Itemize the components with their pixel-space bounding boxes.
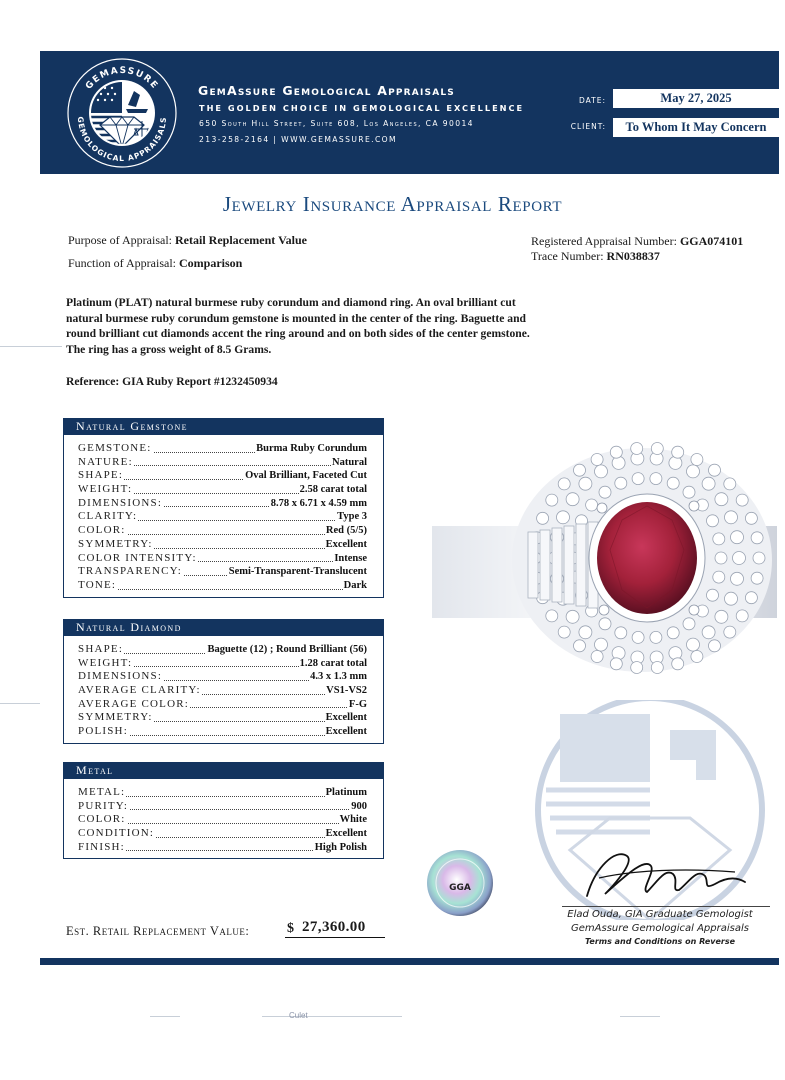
halo-diamond (615, 627, 627, 639)
reg-value: GGA074101 (679, 234, 744, 248)
gemstone-row-value: Red (5/5) (325, 525, 367, 537)
gemstone-row-value: Natural (332, 456, 367, 468)
metal-row (64, 813, 383, 827)
metal-row-label: FINISH: (78, 840, 125, 853)
registered-appraisal-number (531, 234, 743, 249)
diamond-row (64, 711, 383, 725)
halo-diamond (667, 627, 679, 639)
gemstone-row-value: Burma Ruby Corundum (256, 443, 367, 454)
halo-diamond (566, 493, 579, 506)
gemstone-row (64, 497, 383, 511)
report-title: Jewelry Insurance Appraisal Report (222, 192, 563, 216)
gemstone-row-label: DIMENSIONS: (78, 496, 163, 509)
gemstone-panel-heading: Natural Gemstone (64, 418, 383, 435)
metal-row-value: Excellent (325, 828, 367, 840)
diamond-row-label: AVERAGE CLARITY: (78, 684, 201, 697)
diamond-row (64, 657, 383, 671)
seal-text-top: GEMASSURE (84, 65, 160, 92)
gemstone-row-label: TONE: (78, 578, 117, 591)
culet-label: Culet (289, 1011, 308, 1020)
diamond-row (64, 684, 383, 698)
signature-company: GemAssure Gemological Appraisals (571, 923, 749, 934)
halo-diamond (751, 532, 763, 544)
halo-diamond (669, 647, 682, 660)
halo-diamond (651, 443, 663, 455)
halo-diamond (631, 443, 643, 455)
gemstone-row (64, 469, 383, 483)
halo-diamond (751, 572, 763, 584)
halo-diamond (683, 486, 695, 498)
halo-diamond (725, 511, 738, 524)
halo-diamond (586, 499, 598, 511)
gemstone-row-value: Intense (334, 552, 367, 564)
gemstone-row (64, 442, 383, 456)
seal-text-bottom: GEMOLOGICAL APPRAISALS (75, 116, 169, 164)
gemstone-row (64, 510, 383, 524)
halo-diamond (691, 454, 703, 466)
item-description: Platinum (PLAT) natural burmese ruby corundum and diamond ring. An oval brilliant cut natural burmese ruby corundum gemstone is mounted in the center of the ring. Baguette and round brilliant cut diamonds accent the ring around and on both sides of the center gemstone. The ring has a gross weight of 8.5 Grams. (66, 296, 530, 356)
diamond-row-value: Baguette (12) ; Round Brilliant (56) (207, 644, 367, 655)
diamond-row-value: VS1-VS2 (326, 685, 367, 697)
halo-diamond (733, 552, 746, 565)
halo-diamond (736, 610, 748, 622)
halo-diamond (546, 610, 558, 622)
company-name: GemAssure Gemological Appraisals (198, 83, 455, 98)
gemstone-row-value: 2.58 carat total (299, 484, 367, 496)
diamond-row-value: 4.3 x 1.3 mm (310, 671, 367, 683)
function-of-appraisal (68, 256, 242, 271)
halo-diamond (612, 456, 625, 469)
gemstone-row-label: TRANSPARENCY: (78, 565, 183, 578)
diamond-row-value: 1.28 carat total (299, 657, 367, 669)
metal-row (64, 800, 383, 814)
diamond-row (64, 643, 383, 657)
diamond-row-label: DIMENSIONS: (78, 670, 163, 683)
metal-row-value: Platinum (325, 787, 367, 798)
halo-diamond (574, 464, 586, 476)
gemstone-row (64, 552, 383, 566)
gemstone-row (64, 579, 383, 593)
trace-label: Trace Number: (531, 249, 604, 263)
halo-diamond (651, 662, 663, 674)
gemstone-row-value: Oval Brilliant, Faceted Cut (245, 470, 367, 482)
gemstone-row-value: Semi-Transparent-Translucent (228, 566, 367, 578)
halo-diamond (715, 610, 728, 623)
gemstone-row-value: 8.78 x 6.71 x 4.59 mm (270, 497, 367, 509)
halo-diamond (615, 477, 627, 489)
halo-diamond (731, 572, 744, 585)
date-label: DATE: (578, 96, 606, 105)
hologram-seal (425, 848, 495, 918)
halo-diamond (595, 465, 608, 478)
diamond-panel (63, 619, 384, 744)
gemstone-row (64, 524, 383, 538)
estimate-value: 27,360.00 (302, 919, 366, 935)
trace-number (531, 249, 660, 264)
diamond-row-value: Excellent (325, 712, 367, 724)
gemstone-row-label: NATURE: (78, 455, 133, 468)
halo-diamond (725, 592, 738, 605)
diamond-row-value: F-G (348, 698, 367, 710)
estimate-underline (285, 937, 385, 938)
function-value: Comparison (179, 256, 243, 270)
leader-dots (78, 589, 367, 590)
company-phone-website: 213-258-2164 | WWW.GEMASSURE.COM (199, 135, 397, 144)
halo-diamond (731, 531, 744, 544)
metal-row-label: COLOR: (78, 813, 126, 826)
metal-panel-heading: Metal (64, 762, 383, 779)
halo-diamond (591, 651, 603, 663)
purpose-label: Purpose of Appraisal: (68, 233, 172, 247)
metal-row (64, 786, 383, 800)
halo-diamond (632, 473, 644, 485)
scan-mark-left-mid (0, 703, 40, 704)
gemstone-row-value: Excellent (325, 538, 367, 550)
gemstone-row-label: COLOR: (78, 524, 126, 537)
company-address: 650 South Hill Street, Suite 608, Los Angeles, CA 90014 (199, 119, 474, 128)
hologram-text: GGA (449, 883, 471, 893)
halo-diamond (709, 640, 721, 652)
diamond-row-label: SHAPE: (78, 643, 124, 655)
halo-diamond (707, 515, 719, 527)
halo-diamond (557, 511, 570, 524)
halo-diamond (724, 478, 736, 490)
halo-diamond (650, 473, 662, 485)
halo-diamond (599, 618, 611, 630)
ruby-ring-photo (432, 440, 777, 685)
trace-value: RN038837 (606, 249, 660, 263)
halo-diamond (591, 454, 603, 466)
diamond-row-value: Excellent (325, 726, 367, 738)
gemstone-row-value: Type 3 (337, 511, 367, 523)
metal-row-value: 900 (351, 800, 367, 812)
header-banner (40, 51, 779, 174)
diamond-row-label: AVERAGE COLOR: (78, 697, 190, 710)
halo-diamond (724, 626, 736, 638)
gemstone-row-label: SYMMETRY: (78, 537, 153, 550)
halo-diamond (566, 610, 579, 623)
metal-row-label: METAL: (78, 786, 126, 798)
halo-diamond (574, 640, 586, 652)
halo-diamond (558, 478, 570, 490)
purpose-value: Retail Replacement Value (175, 233, 307, 247)
gemstone-row-value: Dark (343, 579, 367, 591)
diamond-row (64, 670, 383, 684)
halo-diamond (632, 631, 644, 643)
terms-note: Terms and Conditions on Reverse (584, 937, 736, 946)
metal-row-label: PURITY: (78, 799, 129, 812)
gemstone-row (64, 483, 383, 497)
halo-diamond (707, 589, 719, 601)
metal-row-value: High Polish (314, 841, 367, 853)
halo-diamond (546, 494, 558, 506)
metal-row-label: CONDITION: (78, 827, 155, 840)
footer-bar (40, 958, 779, 965)
halo-diamond (715, 493, 728, 506)
halo-diamond (713, 571, 725, 583)
reference-line: Reference: GIA Ruby Report #1232450934 (66, 375, 278, 388)
function-label: Function of Appraisal: (68, 256, 176, 270)
appraiser-signature (575, 838, 750, 908)
halo-diamond (672, 658, 684, 670)
halo-diamond (599, 486, 611, 498)
scan-footer-mark-2 (262, 1016, 402, 1017)
diamond-panel-heading: Natural Diamond (64, 619, 383, 636)
halo-diamond (650, 631, 662, 643)
halo-diamond (702, 477, 715, 490)
scan-mark-left-top (0, 346, 62, 347)
gemstone-row-label: CLARITY: (78, 510, 138, 523)
gemstone-row (64, 565, 383, 579)
halo-diamond (558, 626, 570, 638)
reg-label: Registered Appraisal Number: (531, 234, 677, 248)
diamond-row (64, 725, 383, 739)
estimate-label: Est. Retail Replacement Value: (66, 924, 250, 938)
gemstone-row-label: SHAPE: (78, 469, 124, 482)
halo-diamond (595, 638, 608, 651)
halo-diamond (669, 456, 682, 469)
company-tagline: THE GOLDEN CHOICE IN GEMOLOGICAL EXCELLENCE (199, 103, 525, 113)
halo-diamond (745, 512, 757, 524)
halo-diamond (631, 662, 643, 674)
diamond-row (64, 698, 383, 712)
metal-row (64, 827, 383, 841)
halo-diamond (667, 477, 679, 489)
halo-diamond (715, 552, 727, 564)
date-value: May 27, 2025 (613, 89, 779, 108)
gemstone-row-label: COLOR INTENSITY: (78, 551, 197, 564)
signature-name: Elad Ouda, GIA Graduate Gemologist (567, 909, 753, 920)
diamond-row-label: SYMMETRY: (78, 711, 153, 724)
scan-footer-mark-3 (620, 1016, 660, 1017)
client-label: CLIENT: (570, 122, 606, 131)
halo-diamond (713, 533, 725, 545)
halo-diamond (672, 446, 684, 458)
purpose-of-appraisal (68, 233, 307, 248)
halo-diamond (687, 465, 700, 478)
halo-diamond (709, 464, 721, 476)
metal-row (64, 841, 383, 855)
diamond-row-label: POLISH: (78, 725, 128, 738)
gemstone-panel (63, 418, 384, 598)
halo-diamond (579, 626, 592, 639)
gemstone-row (64, 456, 383, 470)
halo-diamond (687, 638, 700, 651)
gemstone-row-label: WEIGHT: (78, 483, 133, 496)
metal-row-value: White (339, 814, 367, 826)
metal-panel (63, 762, 384, 859)
halo-diamond (753, 552, 765, 564)
diamond-row-label: WEIGHT: (78, 656, 133, 669)
halo-diamond (683, 618, 695, 630)
halo-diamond (610, 658, 622, 670)
halo-diamond (610, 446, 622, 458)
scan-footer-mark-1 (150, 1016, 180, 1017)
halo-diamond (537, 512, 549, 524)
signature-line (562, 906, 770, 907)
estimate-currency: $ (287, 921, 294, 936)
halo-diamond (579, 477, 592, 490)
halo-diamond (702, 626, 715, 639)
halo-diamond (691, 651, 703, 663)
halo-diamond (736, 494, 748, 506)
gemstone-row (64, 538, 383, 552)
gemassure-seal-logo (64, 55, 180, 171)
gemstone-row-label: GEMSTONE: (78, 442, 152, 454)
halo-diamond (612, 647, 625, 660)
halo-diamond (745, 592, 757, 604)
client-value: To Whom It May Concern (613, 118, 779, 137)
